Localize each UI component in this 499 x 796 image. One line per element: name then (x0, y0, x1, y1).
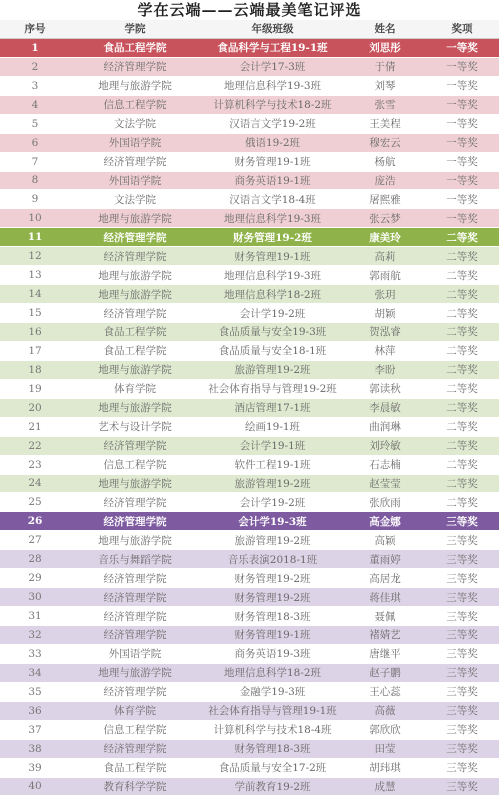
cell-college: 经济管理学院 (70, 247, 200, 266)
cell-index: 24 (0, 474, 70, 493)
table-row (0, 550, 499, 569)
cell-award: 一等奖 (425, 57, 499, 76)
cell-award: 二等奖 (425, 266, 499, 285)
cell-class: 会计学19-1班 (200, 436, 345, 455)
header-award: 奖项 (425, 20, 499, 38)
header-college: 学院 (70, 20, 200, 38)
cell-class: 俄语19-2班 (200, 133, 345, 152)
cell-award: 一等奖 (425, 190, 499, 209)
cell-award: 三等奖 (425, 644, 499, 663)
header-class: 年级班级 (200, 20, 345, 38)
table-row (0, 474, 499, 493)
cell-award: 三等奖 (425, 701, 499, 720)
cell-name: 聂佩 (345, 607, 425, 626)
cell-class: 旅游管理19-2班 (200, 474, 345, 493)
cell-name: 蒋佳琪 (345, 588, 425, 607)
table-row (0, 38, 499, 57)
cell-college: 经济管理学院 (70, 588, 200, 607)
award-table (0, 20, 499, 796)
cell-award: 三等奖 (425, 626, 499, 645)
cell-class: 财务管理19-2班 (200, 228, 345, 247)
cell-name: 李盼 (345, 360, 425, 379)
cell-college: 信息工程学院 (70, 720, 200, 739)
cell-award: 二等奖 (425, 417, 499, 436)
table-row (0, 95, 499, 114)
cell-name: 林萍 (345, 341, 425, 360)
table-row (0, 758, 499, 777)
cell-index: 32 (0, 626, 70, 645)
cell-index: 37 (0, 720, 70, 739)
table-row (0, 341, 499, 360)
cell-college: 经济管理学院 (70, 607, 200, 626)
table-row (0, 607, 499, 626)
cell-class: 财务管理19-1班 (200, 247, 345, 266)
cell-award: 三等奖 (425, 739, 499, 758)
cell-class: 食品质量与安全19-3班 (200, 323, 345, 342)
cell-index: 33 (0, 644, 70, 663)
cell-college: 信息工程学院 (70, 95, 200, 114)
cell-name: 石志楠 (345, 455, 425, 474)
cell-index: 11 (0, 228, 70, 247)
cell-college: 食品工程学院 (70, 323, 200, 342)
table-row (0, 531, 499, 550)
cell-name: 张雪 (345, 95, 425, 114)
cell-name: 庞浩 (345, 171, 425, 190)
cell-college: 体育学院 (70, 379, 200, 398)
cell-award: 一等奖 (425, 38, 499, 57)
table-header-row (0, 20, 499, 38)
cell-college: 经济管理学院 (70, 493, 200, 512)
cell-award: 二等奖 (425, 285, 499, 304)
cell-college: 地理与旅游学院 (70, 663, 200, 682)
table-row (0, 190, 499, 209)
cell-college: 教育科学学院 (70, 777, 200, 796)
cell-class: 地理信息科学19-3班 (200, 266, 345, 285)
table-row (0, 455, 499, 474)
table-row (0, 626, 499, 645)
cell-class: 会计学19-3班 (200, 512, 345, 531)
cell-name: 杨航 (345, 152, 425, 171)
cell-index: 3 (0, 76, 70, 95)
cell-name: 李晨敏 (345, 398, 425, 417)
cell-award: 二等奖 (425, 379, 499, 398)
cell-name: 张欣雨 (345, 493, 425, 512)
cell-index: 1 (0, 38, 70, 57)
cell-college: 经济管理学院 (70, 436, 200, 455)
cell-class: 绘画19-1班 (200, 417, 345, 436)
cell-name: 郭雨航 (345, 266, 425, 285)
cell-award: 二等奖 (425, 493, 499, 512)
cell-award: 一等奖 (425, 95, 499, 114)
cell-index: 7 (0, 152, 70, 171)
cell-college: 外国语学院 (70, 644, 200, 663)
table-row (0, 701, 499, 720)
cell-class: 酒店管理17-1班 (200, 398, 345, 417)
cell-college: 经济管理学院 (70, 152, 200, 171)
cell-college: 食品工程学院 (70, 341, 200, 360)
cell-class: 地理信息科学19-3班 (200, 209, 345, 228)
cell-college: 经济管理学院 (70, 228, 200, 247)
cell-name: 高居龙 (345, 569, 425, 588)
cell-name: 褚婧艺 (345, 626, 425, 645)
cell-award: 三等奖 (425, 607, 499, 626)
cell-index: 5 (0, 114, 70, 133)
cell-award: 三等奖 (425, 682, 499, 701)
sheet-title: 学在云端——云端最美笔记评选 (137, 1, 362, 19)
cell-award: 三等奖 (425, 588, 499, 607)
table-row (0, 114, 499, 133)
cell-college: 地理与旅游学院 (70, 360, 200, 379)
table-row (0, 285, 499, 304)
cell-class: 财务管理19-1班 (200, 152, 345, 171)
cell-award: 三等奖 (425, 720, 499, 739)
table-row (0, 228, 499, 247)
cell-award: 三等奖 (425, 777, 499, 796)
cell-name: 胡颖 (345, 304, 425, 323)
cell-name: 唐继平 (345, 644, 425, 663)
cell-index: 21 (0, 417, 70, 436)
cell-award: 一等奖 (425, 133, 499, 152)
cell-college: 音乐与舞蹈学院 (70, 550, 200, 569)
cell-award: 一等奖 (425, 114, 499, 133)
table-row (0, 682, 499, 701)
cell-college: 经济管理学院 (70, 512, 200, 531)
table-row (0, 379, 499, 398)
cell-college: 体育学院 (70, 701, 200, 720)
table-row (0, 76, 499, 95)
cell-index: 9 (0, 190, 70, 209)
table-row (0, 304, 499, 323)
cell-index: 10 (0, 209, 70, 228)
table-row (0, 777, 499, 796)
cell-name: 王美程 (345, 114, 425, 133)
cell-name: 高金娜 (345, 512, 425, 531)
cell-award: 二等奖 (425, 304, 499, 323)
table-row (0, 588, 499, 607)
table-row (0, 720, 499, 739)
cell-award: 二等奖 (425, 247, 499, 266)
cell-class: 学前教育19-2班 (200, 777, 345, 796)
cell-index: 14 (0, 285, 70, 304)
cell-class: 财务管理18-3班 (200, 739, 345, 758)
cell-award: 三等奖 (425, 512, 499, 531)
cell-name: 田莹 (345, 739, 425, 758)
cell-index: 35 (0, 682, 70, 701)
cell-class: 地理信息科学19-3班 (200, 76, 345, 95)
cell-name: 刘思彤 (345, 38, 425, 57)
cell-name: 胡玮琪 (345, 758, 425, 777)
cell-index: 6 (0, 133, 70, 152)
cell-college: 经济管理学院 (70, 739, 200, 758)
cell-name: 高颖 (345, 531, 425, 550)
cell-class: 食品质量与安全17-2班 (200, 758, 345, 777)
cell-award: 三等奖 (425, 531, 499, 550)
cell-college: 地理与旅游学院 (70, 474, 200, 493)
cell-name: 王心蕊 (345, 682, 425, 701)
cell-name: 郭读秋 (345, 379, 425, 398)
cell-name: 高莉 (345, 247, 425, 266)
table-row (0, 209, 499, 228)
cell-college: 外国语学院 (70, 133, 200, 152)
cell-name: 郭欣欣 (345, 720, 425, 739)
cell-college: 经济管理学院 (70, 682, 200, 701)
cell-award: 三等奖 (425, 663, 499, 682)
cell-award: 二等奖 (425, 323, 499, 342)
cell-award: 三等奖 (425, 758, 499, 777)
cell-college: 地理与旅游学院 (70, 531, 200, 550)
cell-index: 4 (0, 95, 70, 114)
cell-college: 地理与旅游学院 (70, 76, 200, 95)
cell-class: 计算机科学与技术18-2班 (200, 95, 345, 114)
cell-index: 31 (0, 607, 70, 626)
cell-name: 赵子鹏 (345, 663, 425, 682)
table-row (0, 247, 499, 266)
cell-index: 30 (0, 588, 70, 607)
cell-college: 艺术与设计学院 (70, 417, 200, 436)
cell-index: 34 (0, 663, 70, 682)
cell-index: 23 (0, 455, 70, 474)
cell-name: 康美玲 (345, 228, 425, 247)
cell-class: 旅游管理19-2班 (200, 531, 345, 550)
cell-college: 经济管理学院 (70, 569, 200, 588)
cell-class: 会计学19-2班 (200, 304, 345, 323)
cell-class: 地理信息科学18-2班 (200, 663, 345, 682)
cell-index: 27 (0, 531, 70, 550)
table-row (0, 398, 499, 417)
cell-college: 食品工程学院 (70, 38, 200, 57)
cell-college: 经济管理学院 (70, 57, 200, 76)
cell-class: 汉语言文学18-4班 (200, 190, 345, 209)
cell-index: 17 (0, 341, 70, 360)
table-row (0, 436, 499, 455)
table-row (0, 133, 499, 152)
cell-award: 三等奖 (425, 569, 499, 588)
cell-college: 经济管理学院 (70, 626, 200, 645)
cell-award: 一等奖 (425, 76, 499, 95)
table-row (0, 266, 499, 285)
cell-class: 财务管理19-1班 (200, 626, 345, 645)
cell-class: 金融学19-3班 (200, 682, 345, 701)
cell-index: 39 (0, 758, 70, 777)
cell-award: 二等奖 (425, 455, 499, 474)
cell-index: 29 (0, 569, 70, 588)
cell-class: 食品科学与工程19-1班 (200, 38, 345, 57)
cell-college: 地理与旅游学院 (70, 398, 200, 417)
cell-college: 文法学院 (70, 190, 200, 209)
cell-college: 地理与旅游学院 (70, 209, 200, 228)
table-row (0, 644, 499, 663)
cell-index: 2 (0, 57, 70, 76)
cell-class: 地理信息科学18-2班 (200, 285, 345, 304)
table-row (0, 57, 499, 76)
header-index: 序号 (0, 20, 70, 38)
cell-index: 15 (0, 304, 70, 323)
cell-name: 成慧 (345, 777, 425, 796)
cell-name: 赵莹莹 (345, 474, 425, 493)
cell-class: 社会体育指导与管理19-1班 (200, 701, 345, 720)
cell-index: 20 (0, 398, 70, 417)
cell-class: 汉语言文学19-2班 (200, 114, 345, 133)
cell-class: 商务英语19-3班 (200, 644, 345, 663)
cell-class: 商务英语19-1班 (200, 171, 345, 190)
cell-class: 财务管理19-2班 (200, 588, 345, 607)
table-row (0, 663, 499, 682)
table-row (0, 360, 499, 379)
cell-name: 刘琴 (345, 76, 425, 95)
cell-name: 刘玲敏 (345, 436, 425, 455)
cell-class: 社会体育指导与管理19-2班 (200, 379, 345, 398)
table-row (0, 152, 499, 171)
cell-name: 张玥 (345, 285, 425, 304)
cell-award: 一等奖 (425, 171, 499, 190)
cell-name: 于倩 (345, 57, 425, 76)
cell-name: 贺泓睿 (345, 323, 425, 342)
table-row (0, 417, 499, 436)
cell-class: 财务管理19-2班 (200, 569, 345, 588)
cell-college: 地理与旅游学院 (70, 266, 200, 285)
cell-class: 财务管理18-3班 (200, 607, 345, 626)
cell-award: 二等奖 (425, 360, 499, 379)
cell-college: 文法学院 (70, 114, 200, 133)
cell-index: 36 (0, 701, 70, 720)
header-name: 姓名 (345, 20, 425, 38)
cell-index: 22 (0, 436, 70, 455)
cell-index: 18 (0, 360, 70, 379)
cell-college: 外国语学院 (70, 171, 200, 190)
cell-award: 三等奖 (425, 550, 499, 569)
cell-class: 软件工程19-1班 (200, 455, 345, 474)
table-row (0, 739, 499, 758)
cell-name: 高薇 (345, 701, 425, 720)
cell-class: 会计学17-3班 (200, 57, 345, 76)
cell-index: 13 (0, 266, 70, 285)
cell-class: 音乐表演2018-1班 (200, 550, 345, 569)
cell-award: 二等奖 (425, 228, 499, 247)
cell-class: 计算机科学与技术18-4班 (200, 720, 345, 739)
cell-award: 二等奖 (425, 341, 499, 360)
cell-college: 信息工程学院 (70, 455, 200, 474)
cell-class: 食品质量与安全18-1班 (200, 341, 345, 360)
cell-index: 19 (0, 379, 70, 398)
cell-college: 地理与旅游学院 (70, 285, 200, 304)
cell-class: 会计学19-2班 (200, 493, 345, 512)
cell-name: 张云梦 (345, 209, 425, 228)
cell-name: 屠熙雅 (345, 190, 425, 209)
cell-index: 26 (0, 512, 70, 531)
table-row (0, 171, 499, 190)
cell-index: 16 (0, 323, 70, 342)
cell-index: 25 (0, 493, 70, 512)
cell-award: 一等奖 (425, 152, 499, 171)
cell-class: 旅游管理19-2班 (200, 360, 345, 379)
cell-name: 曲润琳 (345, 417, 425, 436)
table-row (0, 512, 499, 531)
cell-index: 40 (0, 777, 70, 796)
cell-award: 二等奖 (425, 398, 499, 417)
cell-college: 经济管理学院 (70, 304, 200, 323)
table-row (0, 569, 499, 588)
cell-index: 12 (0, 247, 70, 266)
table-row (0, 323, 499, 342)
cell-name: 穆宏云 (345, 133, 425, 152)
cell-award: 一等奖 (425, 209, 499, 228)
table-row (0, 493, 499, 512)
cell-award: 二等奖 (425, 436, 499, 455)
cell-index: 8 (0, 171, 70, 190)
cell-name: 董雨婷 (345, 550, 425, 569)
cell-index: 38 (0, 739, 70, 758)
cell-award: 二等奖 (425, 474, 499, 493)
cell-college: 食品工程学院 (70, 758, 200, 777)
cell-index: 28 (0, 550, 70, 569)
